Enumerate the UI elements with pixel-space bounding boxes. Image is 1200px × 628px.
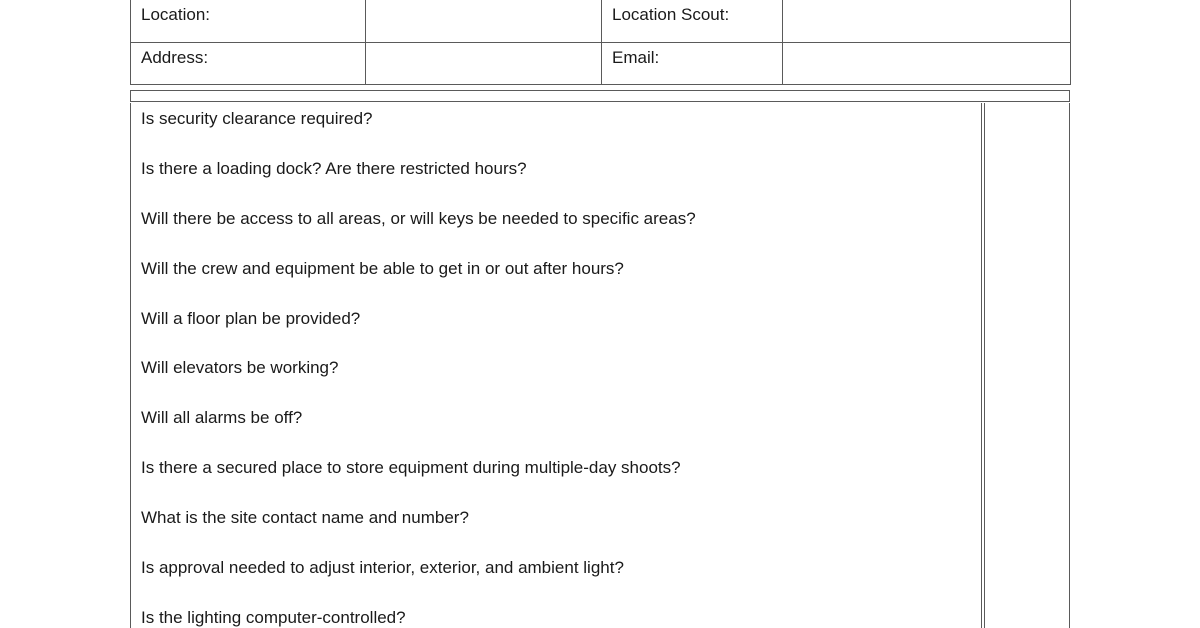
table-row — [131, 0, 1071, 42]
answer-column-divider — [981, 103, 982, 628]
email-label: Email: — [602, 42, 783, 84]
location-scout-form — [130, 0, 1072, 628]
question-loading-dock: Is there a loading dock? Are there restricted hours? — [141, 159, 527, 178]
location-scout-field[interactable] — [783, 0, 1071, 42]
question-elevators: Will elevators be working? — [141, 358, 339, 377]
table-row — [131, 42, 1071, 84]
location-label: Location: — [131, 0, 366, 42]
address-field[interactable] — [366, 42, 602, 84]
question-floor-plan: Will a floor plan be provided? — [141, 309, 361, 328]
answer-column-divider — [984, 103, 985, 628]
question-after-hours: Will the crew and equipment be able to get in or out after hours? — [141, 259, 624, 278]
question-access-areas: Will there be access to all areas, or will keys be needed to specific areas? — [141, 209, 696, 228]
section-divider — [130, 90, 1070, 102]
question-lighting-computer: Is the lighting computer-controlled? — [141, 608, 406, 627]
location-info-table — [130, 0, 1071, 85]
question-site-contact: What is the site contact name and number? — [141, 508, 469, 527]
location-field[interactable] — [366, 0, 602, 42]
question-equipment-storage: Is there a secured place to store equipment during multiple-day shoots? — [141, 458, 681, 477]
location-scout-label: Location Scout: — [602, 0, 783, 42]
checklist-box — [130, 103, 1070, 628]
question-light-approval: Is approval needed to adjust interior, exterior, and ambient light? — [141, 558, 624, 577]
email-field[interactable] — [783, 42, 1071, 84]
address-label: Address: — [131, 42, 366, 84]
question-security-clearance: Is security clearance required? — [141, 109, 373, 128]
question-alarms: Will all alarms be off? — [141, 408, 303, 427]
